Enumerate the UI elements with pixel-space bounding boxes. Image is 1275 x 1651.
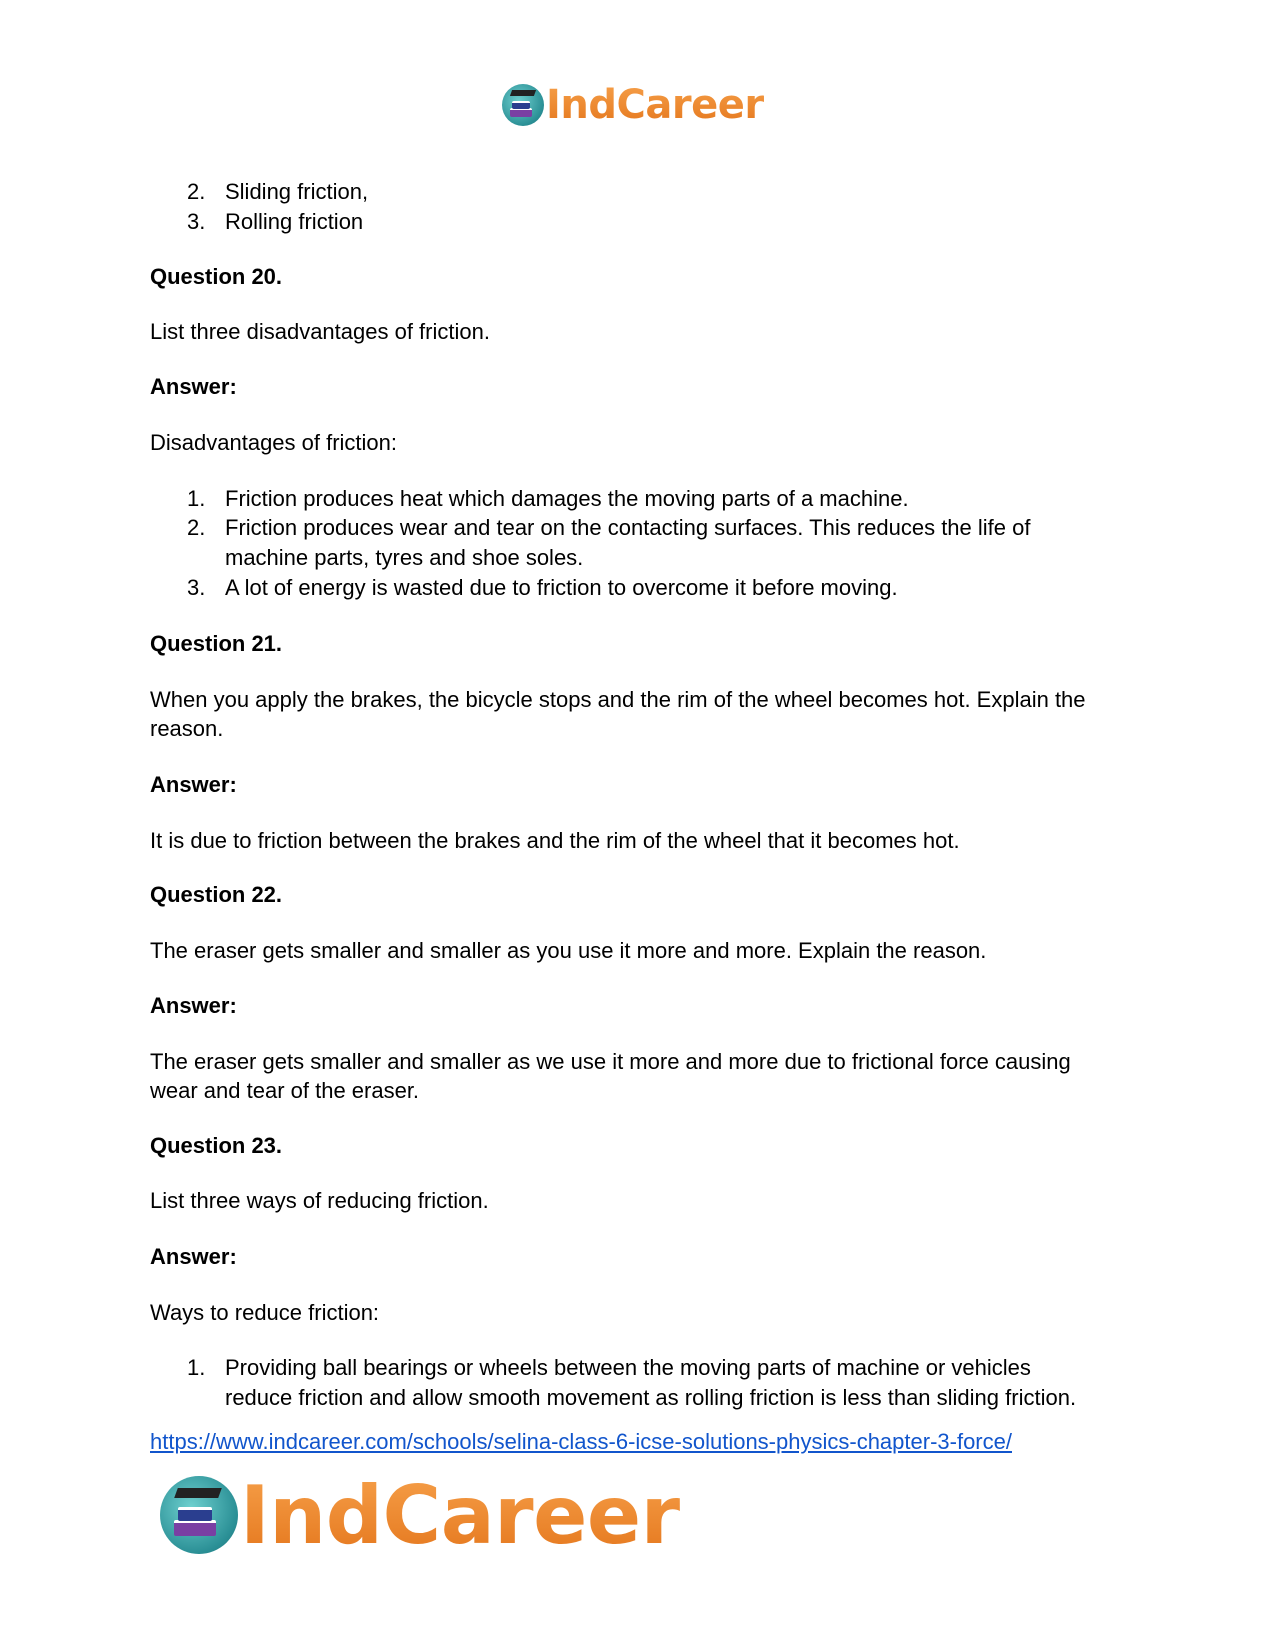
header-logo bbox=[502, 80, 764, 130]
question-heading: Question 20. bbox=[150, 264, 283, 289]
answer-label: Answer: bbox=[150, 772, 237, 797]
question-text: List three ways of reducing friction. bbox=[150, 1188, 489, 1213]
answer-text: The eraser gets smaller and smaller as we use it more and more due to frictional force causing bbox=[150, 1049, 1071, 1074]
question-heading: Question 22. bbox=[150, 882, 283, 907]
question-heading: Question 23. bbox=[150, 1133, 283, 1158]
header-logo-text: IndCareer bbox=[546, 82, 764, 128]
answer-intro: Ways to reduce friction: bbox=[150, 1300, 380, 1325]
question-heading: Question 21. bbox=[150, 631, 283, 656]
source-link[interactable]: https://www.indcareer.com/schools/selina-class-6-icse-solutions-physics-chapter-3-force/ bbox=[150, 1429, 1012, 1454]
question-text: reason. bbox=[150, 716, 224, 741]
graduation-cap-books-globe-icon bbox=[502, 84, 544, 126]
answer-intro: Disadvantages of friction: bbox=[150, 430, 398, 455]
graduation-cap-books-globe-icon bbox=[160, 1476, 238, 1554]
question-text: The eraser gets smaller and smaller as you use it more and more. Explain the reason. bbox=[150, 938, 987, 963]
answer-label: Answer: bbox=[150, 1244, 237, 1269]
footer-logo bbox=[160, 1470, 680, 1560]
answer-text: It is due to friction between the brakes and the rim of the wheel that it becomes hot. bbox=[150, 828, 960, 853]
answer-text: wear and tear of the eraser. bbox=[150, 1078, 420, 1103]
footer-logo-text: IndCareer bbox=[240, 1468, 680, 1562]
question-text: When you apply the brakes, the bicycle stops and the rim of the wheel becomes hot. Explain the bbox=[150, 687, 1086, 712]
answer-label: Answer: bbox=[150, 374, 237, 399]
answer-label: Answer: bbox=[150, 993, 237, 1018]
question-text: List three disadvantages of friction. bbox=[150, 319, 490, 344]
